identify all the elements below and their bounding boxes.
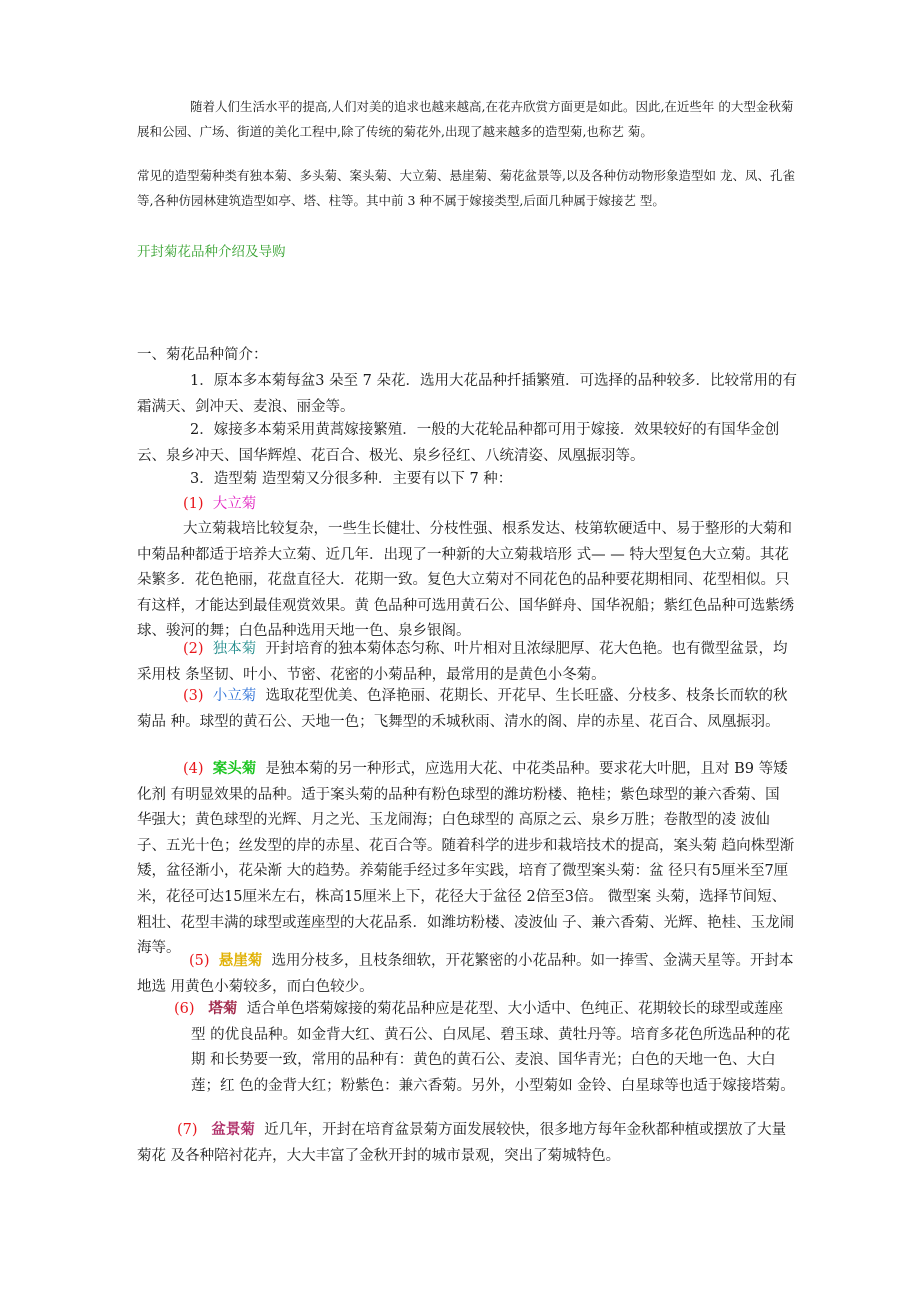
- type-7: [137, 1117, 797, 1169]
- intro-paragraph-2-text: 常见的造型菊种类有独本菊、多头菊、案头菊、大立菊、悬崖菊、菊花盆景等,以及各种仿动物形象造型如 龙、凤、孔雀等,各种仿园林建筑造型如亭、塔、柱等。其中前 3 种不属于嫁接类型,后面几种属于嫁接艺 型。: [137, 168, 795, 208]
- type-5-number: (5): [189, 953, 210, 969]
- type-6: [174, 996, 797, 1099]
- type-7-name: 盆景菊: [211, 1121, 255, 1138]
- type-1-body: [137, 517, 797, 645]
- type-1-heading: [137, 492, 843, 518]
- type-2-name: 独本菊: [212, 641, 257, 657]
- type-4: [137, 756, 797, 962]
- item-1-text: 1．原本多本菊每盆3 朵至 7 朵花．选用大花品种扦插繁殖．可选择的品种较多．比较常用的有霜满天、剑冲天、麦浪、丽金等。: [137, 373, 797, 415]
- type-1-text: 大立菊栽培比较复杂，一些生长健壮、分枝性强、根系发达、枝第软硬适中、易于整形的大菊和中菊品种都适于培养大立菊、近几年．出现了一种新的大立菊栽培形 式— — 特大型复色大立菊。其花朵繁多．花色艳丽，花盘直径大．花期一致。复色大立菊对不同花色的品种要花期相同、花型相似。只有这样，才能达到最佳观赏效果。黄 色品种可选用黄石公、国华鲜舟、国华祝船；紫红色品种可选紫绣球、骏河的舞；白色品种选用天地一色、泉乡银阁。: [137, 521, 795, 640]
- type-1-name: 大立菊: [212, 496, 257, 512]
- type-2-number: (2): [183, 641, 204, 657]
- item-3: [137, 467, 797, 493]
- item-3-text: 3．造型菊 造型菊又分很多种．主要有以下 7 种：: [190, 471, 513, 487]
- section-title: [137, 343, 637, 369]
- type-6-text: 适合单色塔菊嫁接的菊花品种应是花型、大小适中、色纯正、花期较长的球型或莲座型 的优良品种。如金背大红、黄石公、白凤尾、碧玉球、黄牡丹等。培育多花色所选品种的花期 和长势要一致，常用的品种有：黄色的黄石公、麦浪、国华青光；白色的天地一色、大白莲；红 色的金背大红；粉紫色：兼六香菊。另外，小型菊如 金铃、白星球等也适于嫁接塔菊。: [191, 1001, 795, 1094]
- type-4-number: (4): [183, 761, 204, 777]
- type-2-text: 开封培育的独本菊体态匀称、叶片相对且浓绿肥厚、花大色艳。也有微型盆景，均采用枝 条坚韧、叶小、节密、花密的小菊品种，最常用的是黄色小冬菊。: [137, 641, 788, 683]
- type-6-number: (6): [174, 1001, 195, 1017]
- type-7-number: (7): [177, 1122, 198, 1138]
- type-3-name: 小立菊: [212, 688, 257, 704]
- type-4-text: 是独本菊的另一种形式，应选用大花、中花类品种。要求花大叶肥，且对 B9 等矮化剂 有明显效果的品种。适于案头菊的品种有粉色球型的潍坊粉楼、艳桂；紫色球型的兼六香菊、国 华强大；黄色球型的光辉、月之光、玉龙闹海；白色球型的 高原之云、泉乡万胜；卷散型的凌 波仙子、五光十色；丝发型的岸的赤星、花百合等。随着科学的进步和栽培技术的提高，案头菊 趋向株型渐矮，盆径渐小，花朵渐 大的趋势。养菊能手经过多年实践，培育了微型案头菊：盆 径只有5厘米至7厘米，花径可达15厘米左右，株高15厘米上下，花径大于盆径 2倍至3倍。 微型案 头菊，选择节间短、粗壮、花型丰满的球型或莲座型的大花品系．如潍坊粉楼、凌波仙 子、兼六香菊、光辉、艳桂、玉龙闹海等。: [137, 761, 795, 957]
- type-5-name: 悬崖菊: [218, 952, 263, 969]
- type-2: [137, 637, 797, 688]
- page-heading: [137, 242, 537, 262]
- type-3-number: (3): [183, 688, 204, 704]
- type-3-text: 选取花型优美、色泽艳丽、花期长、开花早、生长旺盛、分枝多、枝条长而软的秋菊品 种。球型的黄石公、天地一色；飞舞型的禾城秋雨、清水的阁、岸的赤星、花百合、凤凰振羽。: [137, 688, 788, 730]
- type-3: [137, 684, 797, 735]
- intro-paragraph-1-text: 随着人们生活水平的提高,人们对美的追求也越来越高,在花卉欣赏方面更是如此。因此,在近些年 的大型金秋菊展和公园、广场、街道的美化工程中,除了传统的菊花外,出现了越来越多的造型菊,也称艺 菊。: [137, 99, 794, 139]
- item-2: [137, 418, 797, 469]
- type-1-number: (1): [183, 496, 204, 512]
- intro-paragraph-1: [137, 94, 797, 144]
- type-6-name: 塔菊: [208, 1000, 238, 1017]
- page-heading-text: 开封菊花品种介绍及导购: [137, 244, 286, 260]
- type-7-text: 近几年，开封在培育盆景菊方面发展较快，很多地方每年金秋都种植或摆放了大量菊花 及各种陪衬花卉，大大丰富了金秋开封的城市景观，突出了菊城特色。: [137, 1122, 787, 1164]
- type-5: [137, 948, 797, 1000]
- type-5-text: 选用分枝多，且枝条细软，开花繁密的小花品种。如一捧雪、金满天星等。开封本地选 用黄色小菊较多，而白色较少。: [137, 953, 794, 995]
- item-2-text: 2．嫁接多本菊采用黄蒿嫁接繁殖．一般的大花轮品种都可用于嫁接．效果较好的有国华金创云、泉乡冲天、国华辉煌、花百合、极光、泉乡径红、八统清姿、凤凰振羽等。: [137, 422, 780, 464]
- intro-paragraph-2: [137, 163, 797, 213]
- type-4-name: 案头菊: [212, 760, 257, 777]
- item-1: [137, 369, 797, 420]
- section-title-text: 一、菊花品种简介：: [137, 347, 268, 363]
